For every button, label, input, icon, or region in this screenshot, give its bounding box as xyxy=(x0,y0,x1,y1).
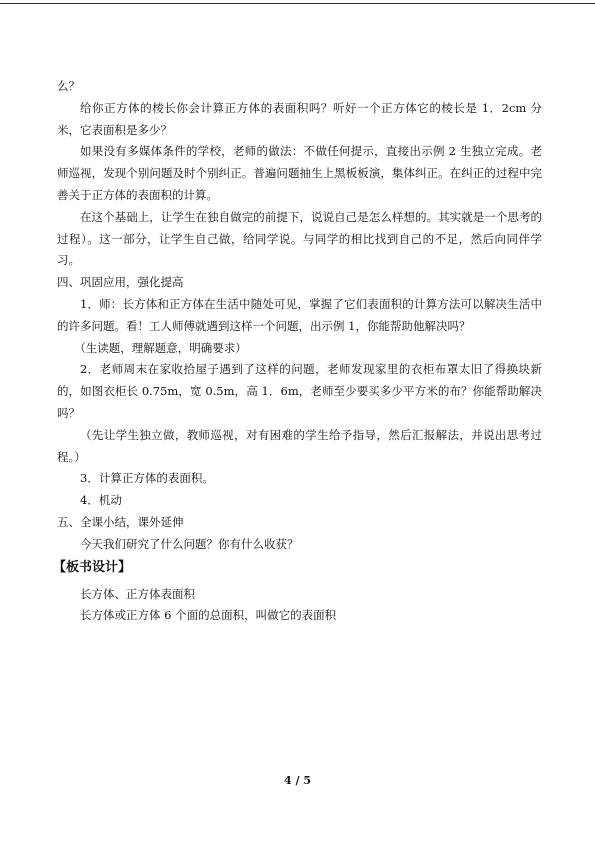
paragraph-3: 如果没有多媒体条件的学校，老师的做法：不做任何提示，直接出示例 2 生独立完成。老师巡视，发现个别问题及时个别纠正。普遍问题抽生上黑板板演，集体纠正。在纠正的过程中完善关于正方体的表面积的计算。 xyxy=(57,144,542,202)
header-rule xyxy=(0,3,595,4)
paragraph-5: 1．师：长方体和正方体在生活中随处可见，掌握了它们表面积的计算方法可以解决生活中的许多问题。看！工人师傅就遇到这样一个问题，出示例 1，你能帮助他解决吗？ xyxy=(57,296,542,333)
board-design-heading: 【板书设计】 xyxy=(53,559,132,575)
paragraph-1: 么？ xyxy=(57,79,80,93)
paragraph-2: 给你正方体的棱长你会计算正方体的表面积吗？听好一个正方体它的棱长是 1．2cm 分米，它表面积是多少？ xyxy=(57,100,542,137)
paragraph-4: 在这个基础上，让学生在独自做完的前提下，说说自己是怎么样想的。其实就是一个思考的过程）。这一部分，让学生自己做，给同学说。与同学的相比找到自己的不足，然后向同伴学习。 xyxy=(57,209,542,268)
board-line-2: 长方体或正方体 6 个面的总面积，叫做它的表面积 xyxy=(80,608,337,623)
paragraph-6: （生读题，理解题意，明确要求） xyxy=(74,340,247,355)
paragraph-11: 今天我们研究了什么问题？你有什么收获？ xyxy=(80,536,299,551)
section-heading-5: 五、全课小结，课外延伸 xyxy=(57,514,184,529)
document-body xyxy=(53,76,542,627)
paragraph-10: 4．机动 xyxy=(80,493,122,508)
page-number: 4 / 5 xyxy=(284,774,311,787)
section-heading-4: 四、巩固应用，强化提高 xyxy=(57,275,184,290)
paragraph-8: （先让学生独立做，教师巡视，对有困难的学生给予指导，然后汇报解法，并说出思考过程。） xyxy=(57,427,542,464)
paragraph-9: 3．计算正方体的表面积。 xyxy=(80,471,214,486)
board-design xyxy=(57,584,542,628)
board-line-1: 长方体、正方体表面积 xyxy=(80,586,195,601)
paragraph-7: 2．老师周末在家收拾屋子遇到了这样的问题，老师发现家里的衣柜布罩太旧了得换块新的，如图衣柜长 0.75m，宽 0.5m，高 1．6m，老师至少要买多少平方米的布？你能帮助解决吗？ xyxy=(57,362,542,420)
